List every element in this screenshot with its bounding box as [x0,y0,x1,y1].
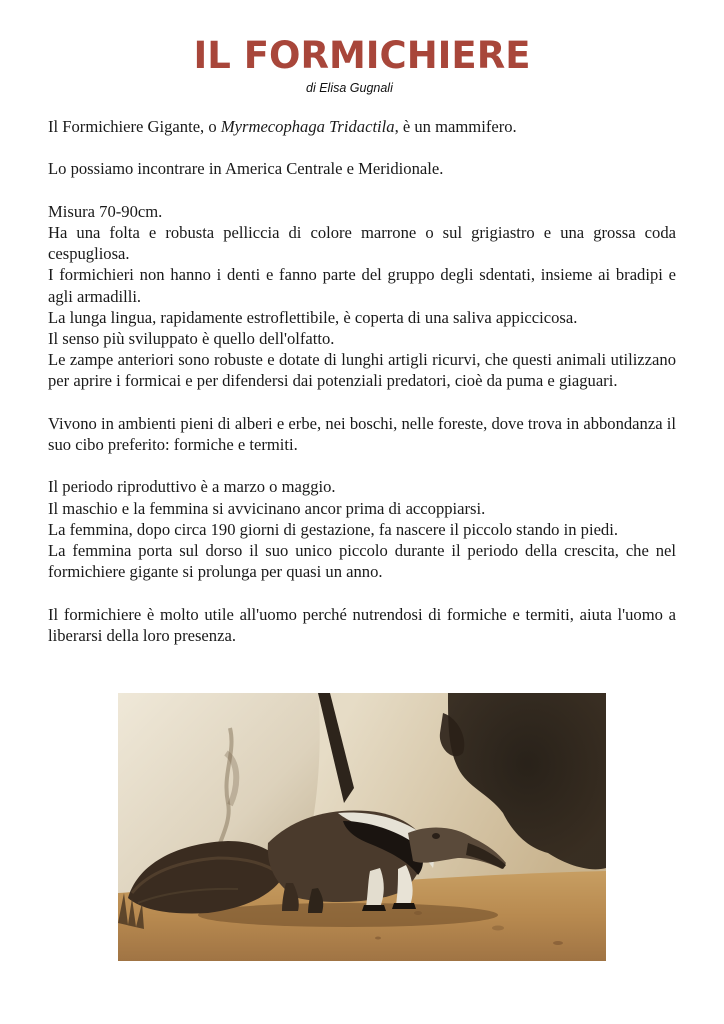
paragraph-gestation: La femmina, dopo circa 190 giorni di gestazione, fa nascere il piccolo stando in piedi. [48,519,618,539]
paragraph-tongue: La lunga lingua, rapidamente estroflettibile, è coperta di una saliva appiccicosa. [48,307,578,327]
paragraph-smell: Il senso più sviluppato è quello dell'olfatto. [48,329,335,348]
page-title: IL FORMICHIERE [193,34,531,77]
paragraph-legs: Le zampe anteriori sono robuste e dotate di lunghi artigli ricurvi, che questi animali utilizzano per aprire i formicai e per difendersi dai potenziali predatori, cioè da puma e giaguari. [48,350,676,391]
intro-text: Il Formichiere Gigante, o [48,117,221,136]
paragraph-habitat-region: Lo possiamo incontrare in America Centrale e Meridionale. [48,159,444,179]
paragraph-reproduction: Il periodo riproduttivo è a marzo o maggio. [48,477,336,497]
anteater-photo [118,693,606,961]
paragraph-intro [48,116,676,137]
paragraph-usefulness: Il formichiere è molto utile all'uomo perché nutrendosi di formiche e termiti, aiuta l'uomo a liberarsi della loro presenza. [48,604,676,645]
author-line: di Elisa Gugnali [306,81,393,95]
article-body [48,116,676,646]
paragraph-teeth: I formichieri non hanno i denti e fanno parte del gruppo degli sdentati, insieme ai bradipi e agli armadilli. [48,265,676,306]
species-name: Myrmecophaga Tridactila [220,117,395,136]
paragraph-growth: La femmina porta sul dorso il suo unico piccolo durante il periodo della crescita, che nel formichiere gigante si prolunga per quasi un anno. [48,541,676,582]
paragraph-environment: Vivono in ambienti pieni di alberi e erbe, nei boschi, nelle foreste, dove trova in abbondanza il suo cibo preferito: formiche e termiti. [48,413,676,454]
paragraph-mating: Il maschio e la femmina si avvicinano ancor prima di accoppiarsi. [48,498,486,518]
paragraph-fur: Ha una folta e robusta pelliccia di colore marrone o sul grigiastro e una grossa coda cespugliosa. [48,222,676,264]
intro-text-end: , è un mammifero. [394,117,517,136]
paragraph-size: Misura 70-90cm. [48,201,163,221]
